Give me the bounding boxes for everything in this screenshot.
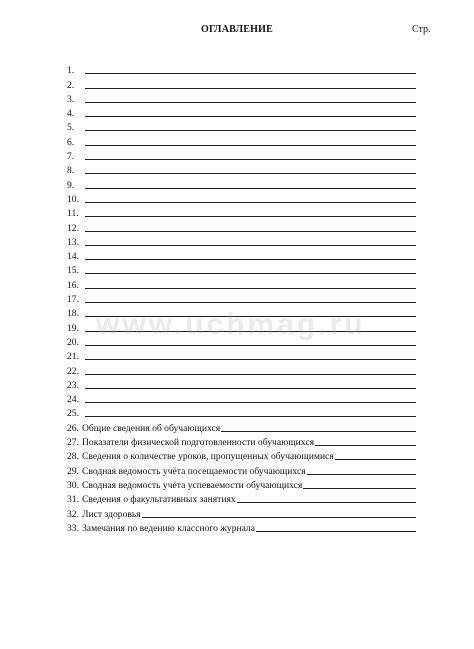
toc-row <box>67 477 416 491</box>
toc-row <box>67 448 416 462</box>
toc-row <box>67 377 416 391</box>
toc-number: 30. <box>67 479 79 491</box>
toc-row <box>67 105 416 119</box>
fill-line <box>85 145 416 146</box>
fill-line <box>85 345 416 346</box>
toc-row <box>67 119 416 133</box>
fill-line <box>85 316 416 317</box>
toc-number: 25. <box>67 408 79 420</box>
toc-number: 12. <box>67 222 79 234</box>
toc-label: Замечания по ведению классного журнала <box>82 522 256 534</box>
toc-number: 17. <box>67 294 79 306</box>
toc-row <box>67 234 416 248</box>
toc-row <box>67 434 416 448</box>
toc-number: 33. <box>67 522 79 534</box>
toc-row <box>67 334 416 348</box>
fill-line <box>85 159 416 160</box>
toc-row <box>67 419 416 433</box>
fill-line <box>85 102 416 103</box>
fill-line <box>303 488 416 489</box>
toc-number: 13. <box>67 236 79 248</box>
toc-number: 14. <box>67 251 79 263</box>
toc-number: 31. <box>67 494 79 506</box>
toc-row <box>67 276 416 290</box>
toc-label: Показатели физической подготовленности обучающихся <box>82 437 315 449</box>
toc-row <box>67 520 416 534</box>
toc-row <box>67 205 416 219</box>
toc-number: 3. <box>67 93 75 105</box>
toc-number: 15. <box>67 265 79 277</box>
page-title: ОГЛАВЛЕНИЕ <box>201 24 273 35</box>
toc-number: 1. <box>67 65 75 77</box>
fill-line <box>221 431 416 432</box>
fill-line <box>237 502 416 503</box>
toc-row <box>67 305 416 319</box>
toc-number: 7. <box>67 151 75 163</box>
toc-number: 4. <box>67 108 75 120</box>
toc-label: Общие сведения об обучающихся <box>82 422 221 434</box>
toc-row <box>67 262 416 276</box>
fill-line <box>85 231 416 232</box>
toc-number: 5. <box>67 122 75 134</box>
toc-number: 9. <box>67 179 75 191</box>
toc-number: 11. <box>67 208 79 220</box>
fill-line <box>142 517 416 518</box>
fill-line <box>85 374 416 375</box>
toc-row <box>67 76 416 90</box>
toc-number: 28. <box>67 451 79 463</box>
table-of-contents <box>67 62 416 534</box>
toc-label: Сводная ведомость учёта успеваемости обучающихся <box>82 479 303 491</box>
toc-label: Сводная ведомость учёта посещаемости обучающихся <box>82 465 306 477</box>
fill-line <box>85 202 416 203</box>
fill-line <box>85 331 416 332</box>
toc-row <box>67 162 416 176</box>
fill-line <box>85 388 416 389</box>
toc-row <box>67 405 416 419</box>
fill-line <box>315 445 416 446</box>
toc-row <box>67 176 416 190</box>
toc-number: 26. <box>67 422 79 434</box>
toc-number: 29. <box>67 465 79 477</box>
toc-number: 10. <box>67 193 79 205</box>
toc-row <box>67 191 416 205</box>
toc-number: 20. <box>67 336 79 348</box>
toc-number: 21. <box>67 351 79 363</box>
toc-number: 24. <box>67 394 79 406</box>
fill-line <box>335 459 416 460</box>
fill-line <box>85 88 416 89</box>
toc-row <box>67 148 416 162</box>
toc-number: 27. <box>67 437 79 449</box>
toc-label: Сведения о факультативных занятиях <box>82 494 236 506</box>
fill-line <box>85 302 416 303</box>
toc-row <box>67 91 416 105</box>
toc-number: 16. <box>67 279 79 291</box>
toc-row <box>67 219 416 233</box>
toc-row <box>67 462 416 476</box>
fill-line <box>85 259 416 260</box>
fill-line <box>307 474 416 475</box>
toc-number: 8. <box>67 165 75 177</box>
toc-row <box>67 362 416 376</box>
fill-line <box>85 245 416 246</box>
toc-row <box>67 391 416 405</box>
toc-label: Лист здоровья <box>82 508 141 520</box>
toc-row <box>67 248 416 262</box>
toc-number: 6. <box>67 136 75 148</box>
toc-row <box>67 291 416 305</box>
fill-line <box>85 188 416 189</box>
toc-row <box>67 505 416 519</box>
toc-number: 22. <box>67 365 79 377</box>
toc-row <box>67 348 416 362</box>
fill-line <box>85 173 416 174</box>
toc-row <box>67 319 416 333</box>
toc-row <box>67 133 416 147</box>
fill-line <box>256 531 416 532</box>
fill-line <box>85 359 416 360</box>
fill-line <box>85 216 416 217</box>
fill-line <box>85 416 416 417</box>
fill-line <box>85 116 416 117</box>
toc-number: 18. <box>67 308 79 320</box>
fill-line <box>85 73 416 74</box>
toc-number: 19. <box>67 322 79 334</box>
toc-row <box>67 491 416 505</box>
watermark: www.uchmag.ru <box>96 308 366 341</box>
fill-line <box>85 402 416 403</box>
fill-line <box>85 273 416 274</box>
toc-number: 2. <box>67 79 75 91</box>
toc-number: 23. <box>67 379 79 391</box>
fill-line <box>85 288 416 289</box>
page-column-label: Стр. <box>412 24 431 35</box>
toc-label: Сведения о количестве уроков, пропущенных обучающимися <box>82 451 334 463</box>
toc-row <box>67 62 416 76</box>
toc-number: 32. <box>67 508 79 520</box>
fill-line <box>85 130 416 131</box>
